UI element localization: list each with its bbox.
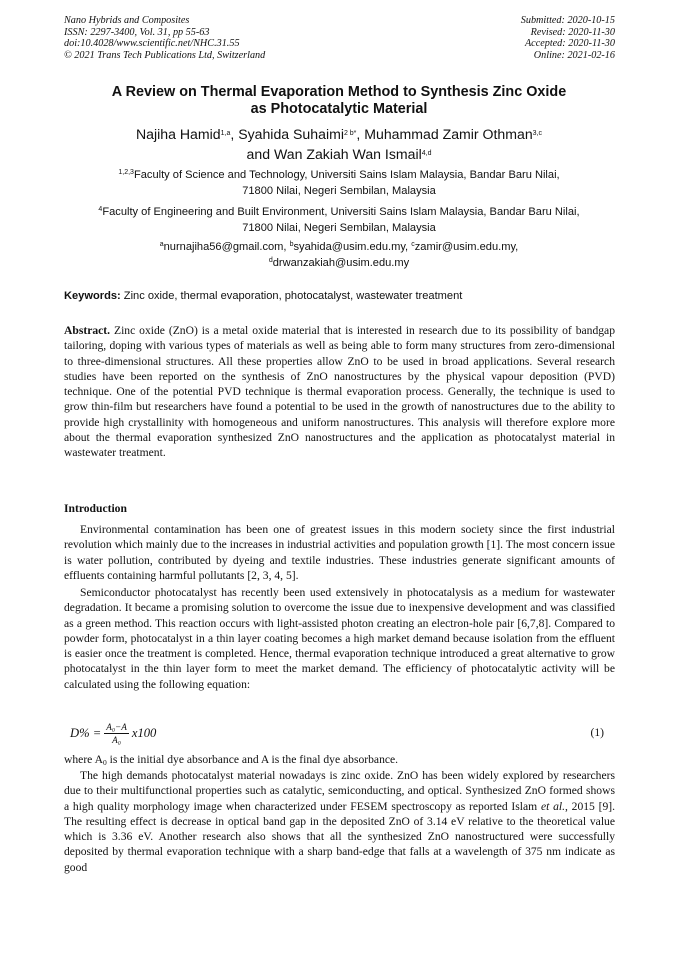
email-line-2 — [0, 256, 678, 272]
subscript: 0 — [102, 758, 107, 767]
author-name: Muhammad Zamir Othman — [364, 126, 533, 142]
date-submitted: Submitted: 2020-10-15 — [520, 15, 615, 26]
author-line-2 — [0, 145, 678, 165]
email-d[interactable]: drwanzakiah@usim.edu.my — [272, 256, 410, 269]
equation-lhs: D% = — [70, 726, 102, 740]
email-line-1 — [0, 240, 678, 256]
introduction-paragraph-1: Environmental contamination has been one of greatest issues in this modern society since the first industrial revolution which mainly due to the increases in industrial activities and population growth [1]. The most concern issue is water pollution, contributed by dyeing and textile industries. These industries generate significant amounts of effluents containing harmful pollutants [2, 3, 4, 5]. — [64, 523, 615, 582]
et-al: et al. — [540, 799, 565, 813]
keywords — [64, 289, 616, 303]
journal-info — [64, 15, 265, 61]
abstract — [64, 323, 615, 460]
abstract-label: Abstract. — [64, 324, 111, 337]
date-accepted: Accepted: 2020-11-30 — [524, 38, 615, 50]
section-heading-introduction: Introduction — [64, 502, 127, 515]
affiliation-marker: 1,2,3 — [118, 169, 134, 176]
affiliation-marker: 4 — [98, 206, 103, 213]
journal-doi: doi:10.4028/www.scientific.net/NHC.31.55 — [64, 38, 240, 50]
affiliation-text: Faculty of Engineering and Built Environment, Universiti Sains Islam Malaysia, Bandar Baru Nilai, — [102, 206, 580, 218]
email-marker: c — [411, 241, 415, 248]
affiliation-line: 71800 Nilai, Negeri Sembilan, Malaysia — [242, 221, 436, 234]
equation-rhs: x100 — [131, 726, 157, 740]
paper-title — [0, 84, 678, 118]
introduction-paragraph-3 — [64, 768, 615, 875]
equation-formula — [70, 722, 156, 745]
affiliation-line — [0, 168, 678, 184]
affiliation-text: Faculty of Science and Technology, Universiti Sains Islam Malaysia, Bandar Baru Nilai, — [133, 169, 560, 181]
equation-numerator: A₀−A — [106, 722, 127, 732]
author-line-1: Najiha Hamid$^{1,a}$, Syahida Suhaimi$^{2 b*}$, Muhammad Zamir Othman$^{3,c}$ — [136, 126, 542, 142]
author-name: Najiha Hamid — [136, 126, 221, 142]
paragraph-text: The high demands photocatalyst material nowadays is zinc oxide. ZnO has been widely explored by researchers due to their multifunctional properties such as catalytic, semiconducting, and optical. Synthesized ZnO formed shows a high quality morphology image when characterized under FESEM spectroscopy as reported Islam — [64, 769, 615, 813]
email-marker: d — [268, 256, 273, 264]
abstract-text: Zinc oxide (ZnO) is a metal oxide material that is interested in research due to its possibility of bandgap tailoring, doping with various types of materials as well as being able to form many structures from zero-dimensional to three-dimensional structures. All these properties allow ZnO to be used in broad applications. Several research studies have been reported on the synthesis of ZnO nanostructures by the physical vapour deposition (PVD) technique. One of the potential PVD technique is thermal evaporation process. Generally, the technique is used to grow thin-film but researchers have found a potential to be used in the growth of nanostructures due to the ability to provide high crystallinity with homogeneous and uniform nanostructures. This analysis will therefore explore more about the thermal evaporation synthesized ZnO nanostructures and the application as photocatalyst material in wastewater treatment. — [64, 324, 615, 459]
journal-name: Nano Hybrids and Composites — [64, 15, 190, 26]
equation-fraction — [104, 722, 129, 745]
explanation-text: where A — [64, 753, 103, 766]
email-marker: a — [159, 241, 164, 248]
date-revised: Revised: 2020-11-30 — [530, 26, 615, 38]
author-conjunction: and — [246, 145, 274, 162]
title-line-2: as Photocatalytic Material — [250, 101, 428, 117]
keywords-label: Keywords: — [64, 290, 121, 302]
equation-denominator: A₀ — [112, 735, 121, 745]
email-c[interactable]: zamir@usim.edu.my, — [414, 241, 519, 253]
author-emails — [0, 240, 678, 271]
email-a[interactable]: nurnajiha56@gmail.com, — [163, 241, 290, 253]
author-marker: 3,c — [532, 130, 542, 137]
author-marker: 2 b* — [343, 130, 357, 137]
affiliation-1 — [0, 168, 678, 199]
author-list — [0, 125, 678, 164]
journal-copyright: © 2021 Trans Tech Publications Ltd, Switzerland — [64, 49, 266, 61]
equation-explanation — [64, 752, 615, 767]
affiliation-line: 71800 Nilai, Negeri Sembilan, Malaysia — [242, 184, 436, 197]
keywords-text: Zinc oxide, thermal evaporation, photocatalyst, wastewater treatment — [120, 290, 463, 302]
equation-1 — [64, 716, 615, 750]
author-marker: 1,a — [220, 130, 231, 137]
author-name: Wan Zakiah Wan Ismail — [273, 145, 422, 162]
publication-dates — [521, 15, 615, 61]
author-marker: 4,d — [421, 149, 432, 157]
affiliation-2 — [0, 205, 678, 236]
affiliation-line — [0, 205, 678, 221]
paragraph-text: , 2015 [9]. The resulting effect is decrease in optical band gap in the deposited ZnO of 3.14 eV relative to the theoretical value which is 3.36 eV. Another research also shows that all the synthesized ZnO nanostructured were successfully deposited by thermal evaporation technique with a sharp band-edge that falls at a wavelength of 375 nm indicate as good — [64, 799, 616, 874]
author-name: Syahida Suhaimi — [238, 126, 344, 142]
email-b[interactable]: syahida@usim.edu.my, — [293, 241, 412, 253]
title-line-1: A Review on Thermal Evaporation Method to Synthesis Zinc Oxide — [111, 84, 567, 100]
date-online: Online: 2021-02-16 — [533, 49, 615, 61]
equation-number: (1) — [590, 726, 604, 739]
email-marker: b — [289, 241, 294, 248]
explanation-text: is the initial dye absorbance and A is the final dye absorbance. — [106, 753, 399, 766]
journal-issn: ISSN: 2297-3400, Vol. 31, pp 55-63 — [64, 26, 210, 38]
introduction-paragraph-2: Semiconductor photocatalyst has recently been used extensively in photocatalysis as a medium for wastewater degradation. It became a promising solution to overcome the issue due to inexpensive development and was classified as a green method. This reaction occurs with light-assisted photon creating an electron-hole pair [6,7,8]. Compared to powder form, photocatalyst in a thin layer coating becomes a high market demand because isolation from the effluent is easier once the treatment is completed. Hence, thermal evaporation technique introduced a great alternative to grow photocatalyst in the thin layer form to meet the market demand. The efficiency of photocatalytic activity will be calculated using the following equation: — [64, 586, 615, 691]
